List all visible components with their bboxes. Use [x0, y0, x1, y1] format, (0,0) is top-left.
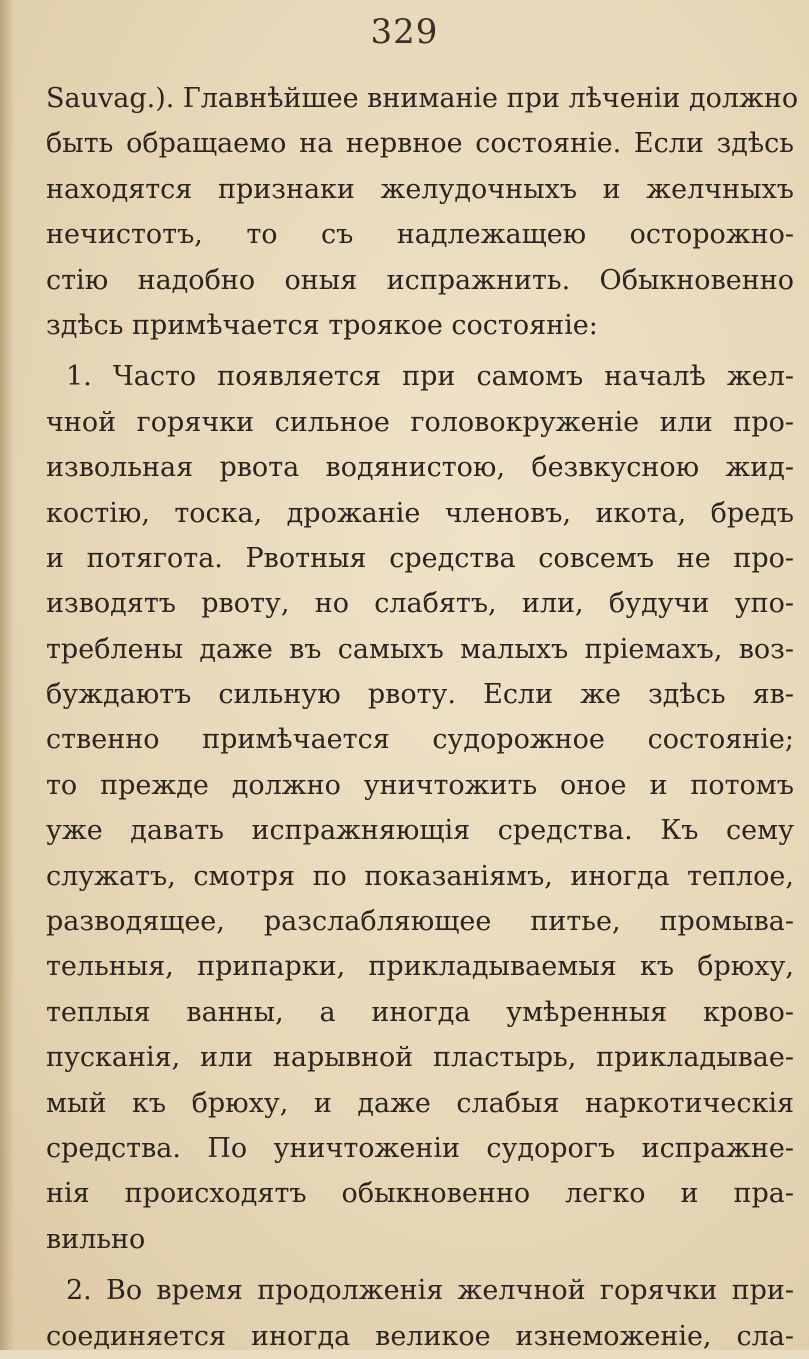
- text-line: извольная рвота водянистою, безвкусною жид-: [46, 452, 794, 484]
- text-line: ственно примѣчается судорожное состояніе;: [46, 724, 794, 756]
- text-line: средства. По уничтоженіи судорогъ испражне-: [46, 1132, 794, 1164]
- page-number: 329: [370, 12, 439, 52]
- text-line: нія происходятъ обыкновенно легко и пра-: [46, 1178, 794, 1210]
- text-line: чной горячки сильное головокруженіе или про-: [46, 406, 794, 438]
- text-line: пусканія, или нарывной пластырь, прикладывае-: [46, 1042, 794, 1074]
- text-line: теплыя ванны, а иногда умѣренныя крово-: [46, 996, 794, 1028]
- text-line: 2. Во время продолженія желчной горячки при-: [66, 1275, 794, 1307]
- text-line: вильно: [46, 1223, 146, 1255]
- text-line: нечистотъ, то съ надлежащею осторожно-: [46, 219, 794, 251]
- text-line: находятся признаки желудочныхъ и желчныхъ: [46, 173, 794, 205]
- text-line: уже давать испражняющія средства. Къ сему: [46, 815, 794, 847]
- text-line: мый къ брюху, и даже слабыя наркотическія: [46, 1087, 794, 1119]
- text-line: треблены даже въ самыхъ малыхъ пріемахъ, воз-: [46, 633, 794, 665]
- page-edge-shadow: [0, 0, 14, 1350]
- text-line: здѣсь примѣчается троякое состояніе:: [46, 309, 598, 341]
- text-line: 1. Часто появляется при самомъ началѣ жел-: [66, 361, 794, 393]
- text-line: и потягота. Рвотныя средства совсемъ не про-: [46, 542, 794, 574]
- text-line: тельныя, припарки, прикладываемыя къ брюху,: [46, 951, 794, 983]
- text-line: буждаютъ сильную рвоту. Если же здѣсь яв-: [46, 679, 794, 711]
- text-line: соединяется иногда великое изнеможеніе, сла-: [46, 1320, 794, 1352]
- text-line: разводящее, разслабляющее питье, промыва-: [46, 906, 794, 938]
- text-line: то прежде должно уничтожить оное и потомъ: [46, 769, 794, 801]
- body-text: [46, 76, 799, 1359]
- text-line: служатъ, смотря по показаніямъ, иногда теплое,: [46, 860, 794, 892]
- text-line: стію надобно оныя испражнить. Обыкновенно: [46, 264, 794, 296]
- text-line: костію, тоска, дрожаніе членовъ, икота, бредъ: [46, 497, 794, 529]
- text-line: быть обращаемо на нервное состояніе. Если здѣсь: [46, 128, 794, 160]
- text-line: изводятъ рвоту, но слабятъ, или, будучи упо-: [46, 588, 794, 620]
- text-line: Sauvag.). Главнѣйшее вниманіе при лѣченіи должно: [46, 83, 799, 114]
